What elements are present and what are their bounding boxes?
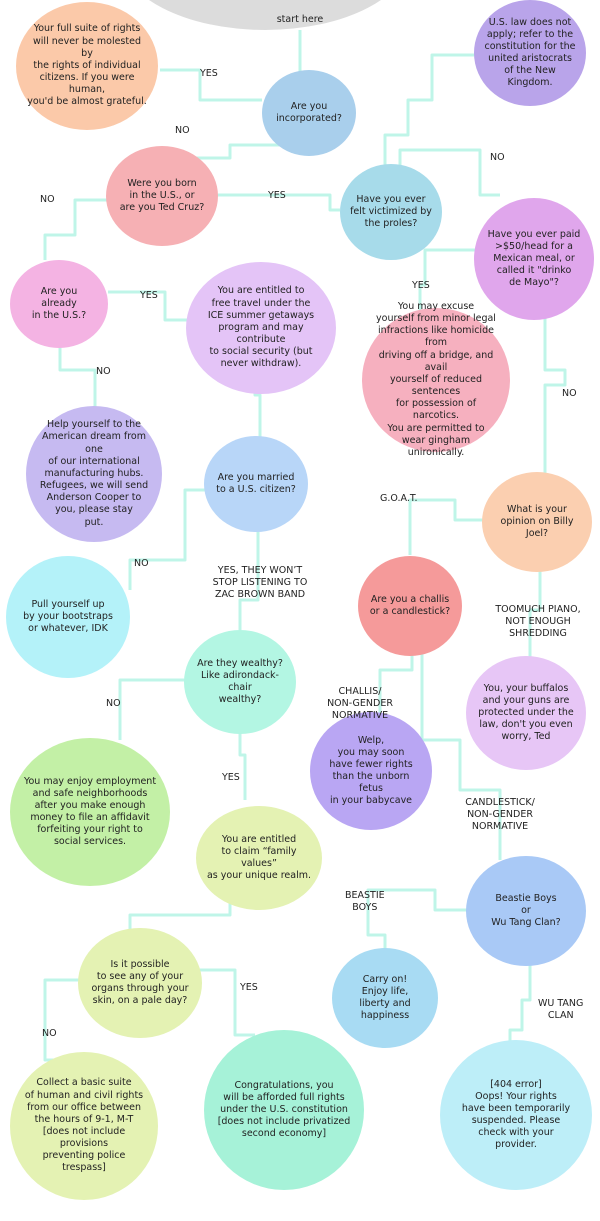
connector — [410, 500, 485, 555]
connector — [60, 345, 95, 410]
node-family-values: You are entitled to claim “family values” as your unique realm. — [196, 806, 322, 910]
label-wu-tang: WU TANG CLAN — [538, 998, 584, 1021]
node-bootstraps: Pull yourself up by your bootstraps or whatever, IDK — [6, 556, 130, 678]
label-no-wealthy: NO — [106, 698, 121, 709]
label-yes-born: YES — [268, 190, 286, 201]
label-yes-married: YES, THEY WON’T STOP LISTENING TO ZAC BROWN BAND — [212, 565, 308, 600]
node-paid-mexican: Have you ever paid >$50/head for a Mexican meal, or called it "drinko de Mayo"? — [474, 198, 594, 320]
node-born-us: Were you born in the U.S., or are you Ted Cruz? — [106, 146, 218, 246]
label-no-married: NO — [134, 558, 149, 569]
node-organs: Is it possible to see any of your organs through your skin, on a pale day? — [78, 928, 202, 1038]
node-billy-joel: What is your opinion on Billy Joel? — [482, 472, 592, 572]
label-goat: G.O.A.T. — [380, 493, 418, 504]
node-beastie: Beastie Boys or Wu Tang Clan? — [466, 856, 586, 966]
node-full-suite: Your full suite of rights will never be molested by the rights of individual citizens. If you were human, you'd be almost grateful. — [16, 2, 158, 130]
label-challis: CHALLIS/ NON-GENDER NORMATIVE — [327, 686, 393, 721]
label-yes-already: YES — [140, 290, 158, 301]
connector — [130, 900, 230, 930]
node-buffalos: You, your buffalos and your guns are protected under the law, don't you even worry, Ted — [466, 656, 586, 770]
node-american-dream: Help yourself to the American dream from one of our international manufacturing hubs. Refugees, we will send Anderson Cooper to you, please stay put. — [26, 406, 162, 542]
label-no-already: NO — [96, 366, 111, 377]
node-married: Are you married to a U.S. citizen? — [204, 436, 308, 532]
label-beastie-boys: BEASTIE BOYS — [345, 890, 385, 913]
node-congrats: Congratulations, you will be afforded full rights under the U.S. constitution [does not include privatized second economy] — [204, 1030, 364, 1190]
label-no-organs: NO — [42, 1028, 57, 1039]
label-no-mexican: NO — [562, 388, 577, 399]
node-challis: Are you a challis or a candlestick? — [358, 556, 462, 656]
node-us-law: U.S. law does not apply; refer to the constitution for the united aristocrats of the New Kingdom. — [474, 0, 586, 106]
node-404: [404 error] Oops! Your rights have been temporarily suspended. Please check with your provider. — [440, 1040, 592, 1190]
label-yes-wealthy: YES — [222, 772, 240, 783]
label-no-incorporated: NO — [175, 125, 190, 136]
node-incorporated: Are you incorporated? — [262, 70, 356, 156]
node-ice-getaways: You are entitled to free travel under the ICE summer getaways program and may contribute to social security (but never withdraw). — [186, 262, 336, 394]
node-victimized: Have you ever felt victimized by the proles? — [340, 164, 442, 260]
label-yes-incorporated: YES — [200, 68, 218, 79]
node-carry-on: Carry on! Enjoy life, liberty and happiness — [332, 948, 438, 1048]
node-employment: You may enjoy employment and safe neighborhoods after you make enough money to file an affidavit forfeiting your right to social services. — [10, 738, 170, 886]
start-label: start here — [276, 14, 324, 25]
connector — [510, 960, 530, 1045]
connector — [120, 680, 190, 740]
label-too-much-piano: TOOMUCH PIANO, NOT ENOUGH SHREDDING — [495, 604, 581, 639]
node-wealthy: Are they wealthy? Like adirondack-chair wealthy? — [184, 630, 296, 734]
label-yes-mexican: YES — [412, 280, 430, 291]
label-no-born: NO — [40, 194, 55, 205]
node-already-us: Are you already in the U.S.? — [10, 260, 108, 348]
node-basic-suite: Collect a basic suite of human and civil rights from our office between the hours of 9-1, M-T [does not include provisions preventing police trespass] — [10, 1052, 158, 1200]
label-candlestick: CANDLESTICK/ NON-GENDER NORMATIVE — [465, 797, 535, 832]
node-excuse: You may excuse yourself from minor legal infractions like homicide from driving off a bridge, and avail yourself of reduced sentences for possession of narcotics. You are permitted to wear gingham unironically. — [362, 308, 510, 452]
node-welp: Welp, you may soon have fewer rights than the unborn fetus in your babycave — [310, 712, 432, 830]
label-no-victimized: NO — [490, 152, 505, 163]
label-yes-organs: YES — [240, 982, 258, 993]
